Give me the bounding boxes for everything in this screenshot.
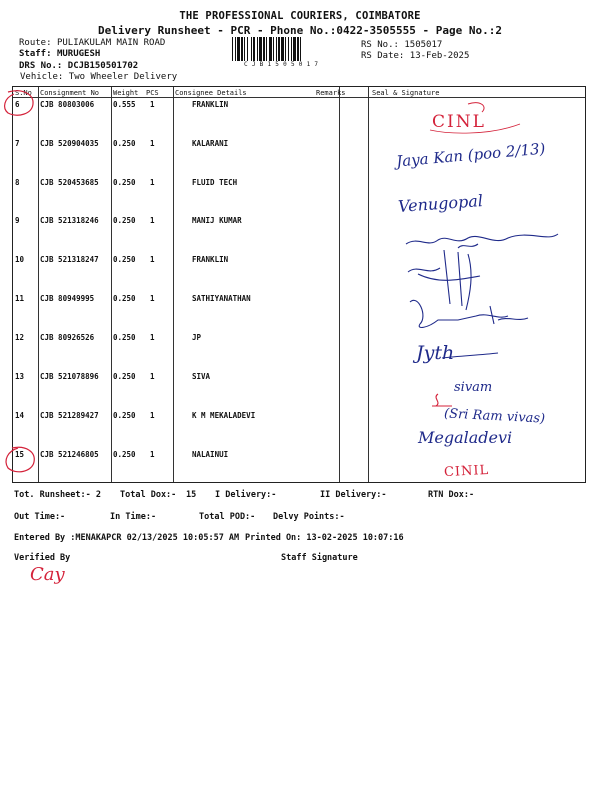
rs-date-line (361, 51, 469, 61)
signature-scribble (398, 224, 578, 344)
red-circle-mark (0, 86, 40, 126)
barcode-bar (251, 37, 252, 61)
col-header-remarks: Remarks (316, 89, 346, 97)
row-sno: 9 (15, 216, 20, 225)
signature-row8: Venugopal (397, 191, 484, 216)
row-weight: 0.555 (113, 100, 136, 109)
barcode-bar (232, 37, 233, 61)
barcode-bar (237, 37, 240, 61)
barcode-bar (247, 37, 248, 61)
row-weight: 0.250 (113, 255, 136, 264)
row-sno: 10 (15, 255, 25, 264)
column-divider (38, 87, 39, 482)
column-divider (111, 87, 112, 482)
row-sno: 6 (15, 100, 20, 109)
row-consignee: KALARANI (192, 139, 229, 148)
barcode-bar (276, 37, 277, 61)
route-label: Route: (19, 38, 52, 48)
barcode-bar (263, 37, 265, 61)
out-time: Out Time:- (14, 512, 66, 522)
col-header-signature: Seal & Signature (372, 89, 440, 97)
column-divider (339, 87, 340, 482)
total-dox-label: Total Dox:- (120, 490, 177, 500)
row-weight: 0.250 (113, 139, 136, 148)
row-consignee: SIVA (192, 372, 211, 381)
document-title: THE PROFESSIONAL COURIERS, COIMBATORE (179, 10, 421, 22)
row-weight: 0.250 (113, 450, 136, 459)
row-consignment: CJB 521246805 (40, 450, 99, 459)
red-circle-mark (2, 442, 42, 482)
row-consignment: CJB 520904035 (40, 139, 99, 148)
printed-on: Printed On: 13-02-2025 10:07:16 (245, 533, 404, 543)
row-consignment: CJB 520453685 (40, 178, 99, 187)
i-delivery: I Delivery:- (215, 490, 277, 500)
in-time: In Time:- (110, 512, 157, 522)
barcode-bar (291, 37, 292, 61)
row-pcs: 1 (150, 372, 155, 381)
route-value: PULIAKULAM MAIN ROAD (56, 38, 166, 48)
staff-line (19, 49, 100, 59)
row-pcs: 1 (150, 450, 155, 459)
verified-signature: Cay (30, 564, 65, 585)
verified-by: Verified By (14, 553, 71, 563)
barcode-bar (273, 37, 274, 61)
drs-line (19, 61, 138, 71)
vehicle-line (20, 72, 177, 82)
barcode-bar (266, 37, 267, 61)
row-weight: 0.250 (113, 372, 136, 381)
col-header-consignee: Consignee Details (175, 89, 247, 97)
row-consignment: CJB 80803006 (40, 100, 95, 109)
row-pcs: 1 (150, 333, 155, 342)
total-runsheet: Tot. Runsheet:- 2 (14, 490, 101, 500)
rtn-dox: RTN Dox:- (428, 490, 475, 500)
row-consignee: SATHIYANATHAN (192, 294, 251, 303)
staff-signature: Staff Signature (281, 553, 358, 563)
barcode-bar (278, 37, 280, 61)
signature-row12-line (440, 352, 500, 362)
barcode-bar (300, 37, 301, 61)
vehicle-value: Two Wheeler Delivery (68, 72, 178, 82)
barcode-bar (259, 37, 262, 61)
row-weight: 0.250 (113, 294, 136, 303)
row-consignee: JP (192, 333, 202, 342)
barcode-bar (293, 37, 296, 61)
delvy-points: Delvy Points:- (273, 512, 345, 522)
column-divider (368, 87, 369, 482)
row-sno: 7 (15, 139, 20, 148)
row-sno: 13 (15, 372, 25, 381)
row-weight: 0.250 (113, 333, 136, 342)
entered-by: Entered By :MENAKAPCR 02/13/2025 10:05:57 AM (14, 533, 240, 543)
col-header-pcs: PCS (146, 89, 159, 97)
barcode-bar (235, 37, 236, 61)
barcode-bar (285, 37, 286, 61)
row-consignee: FRANKLIN (192, 255, 229, 264)
row-consignee: K M MEKALADEVI (192, 411, 256, 420)
drs-value: DCJB150501702 (67, 61, 139, 71)
row-pcs: 1 (150, 255, 155, 264)
row-consignee: NALAINUI (192, 450, 229, 459)
row-consignment: CJB 521318246 (40, 216, 99, 225)
col-header-weight: Weight (113, 89, 139, 97)
staff-value: MURUGESH (56, 49, 101, 59)
rs-no-value: 1505017 (404, 40, 443, 50)
signature-row7: Jaya Kan (poo 2/13) (395, 139, 547, 171)
barcode-bar (281, 37, 284, 61)
signature-row6-text: CINL (432, 112, 486, 132)
row-consignment: CJB 521078896 (40, 372, 99, 381)
vehicle-label: Vehicle: (20, 72, 64, 82)
header-divider (13, 97, 585, 98)
row-pcs: 1 (150, 294, 155, 303)
row-consignee: FRANKLIN (192, 100, 229, 109)
signature-row14b: Megaladevi (418, 428, 513, 447)
row-weight: 0.250 (113, 216, 136, 225)
row-pcs: 1 (150, 100, 155, 109)
row-weight: 0.250 (113, 178, 136, 187)
row-weight: 0.250 (113, 411, 136, 420)
rs-no-line (361, 40, 442, 50)
barcode-bar (297, 37, 299, 61)
row-pcs: 1 (150, 216, 155, 225)
row-consignee: FLUID TECH (192, 178, 238, 187)
rs-no-label: RS No.: (361, 40, 399, 50)
ii-delivery: II Delivery:- (320, 490, 387, 500)
row-pcs: 1 (150, 411, 155, 420)
row-pcs: 1 (150, 139, 155, 148)
signature-row12: Jyth (416, 342, 455, 364)
row-sno: 8 (15, 178, 20, 187)
signature-row6 (428, 112, 528, 146)
row-sno: 14 (15, 411, 25, 420)
row-consignment: CJB 80926526 (40, 333, 95, 342)
drs-label: DRS No.: (19, 61, 63, 71)
row-pcs: 1 (150, 178, 155, 187)
row-sno: 11 (15, 294, 25, 303)
row-consignment: CJB 521318247 (40, 255, 99, 264)
barcode-bar (288, 37, 289, 61)
total-pod: Total POD:- (199, 512, 256, 522)
barcode-bar (244, 37, 245, 61)
signature-row13: sivam (454, 380, 493, 395)
total-dox-value: 15 (186, 490, 197, 500)
row-consignment: CJB 80949995 (40, 294, 95, 303)
document-subtitle: Delivery Runsheet - PCR - Phone No.:0422-3505555 - Page No.:2 (98, 24, 502, 37)
rs-date-value: 13-Feb-2025 (409, 51, 470, 61)
barcode-bar (269, 37, 272, 61)
barcode-number: C J B 1 5 0 5 0 1 7 (244, 61, 319, 68)
signature-row15: CINIL (443, 462, 490, 481)
rs-date-label: RS Date: (361, 51, 405, 61)
barcode-bar (241, 37, 243, 61)
row-sno: 15 (15, 450, 25, 459)
route-line (19, 38, 165, 48)
column-divider (173, 87, 174, 482)
col-header-sno: S.No (15, 89, 32, 97)
row-sno: 12 (15, 333, 25, 342)
barcode-bar (253, 37, 255, 61)
row-consignee: MANIJ KUMAR (192, 216, 242, 225)
staff-label: Staff: (19, 49, 52, 59)
signature-row14a: (Sri Ram vivas) (443, 406, 546, 427)
barcode-image (232, 37, 352, 61)
col-header-consignment: Consignment No (40, 89, 100, 97)
row-consignment: CJB 521289427 (40, 411, 99, 420)
barcode-bar (257, 37, 258, 61)
